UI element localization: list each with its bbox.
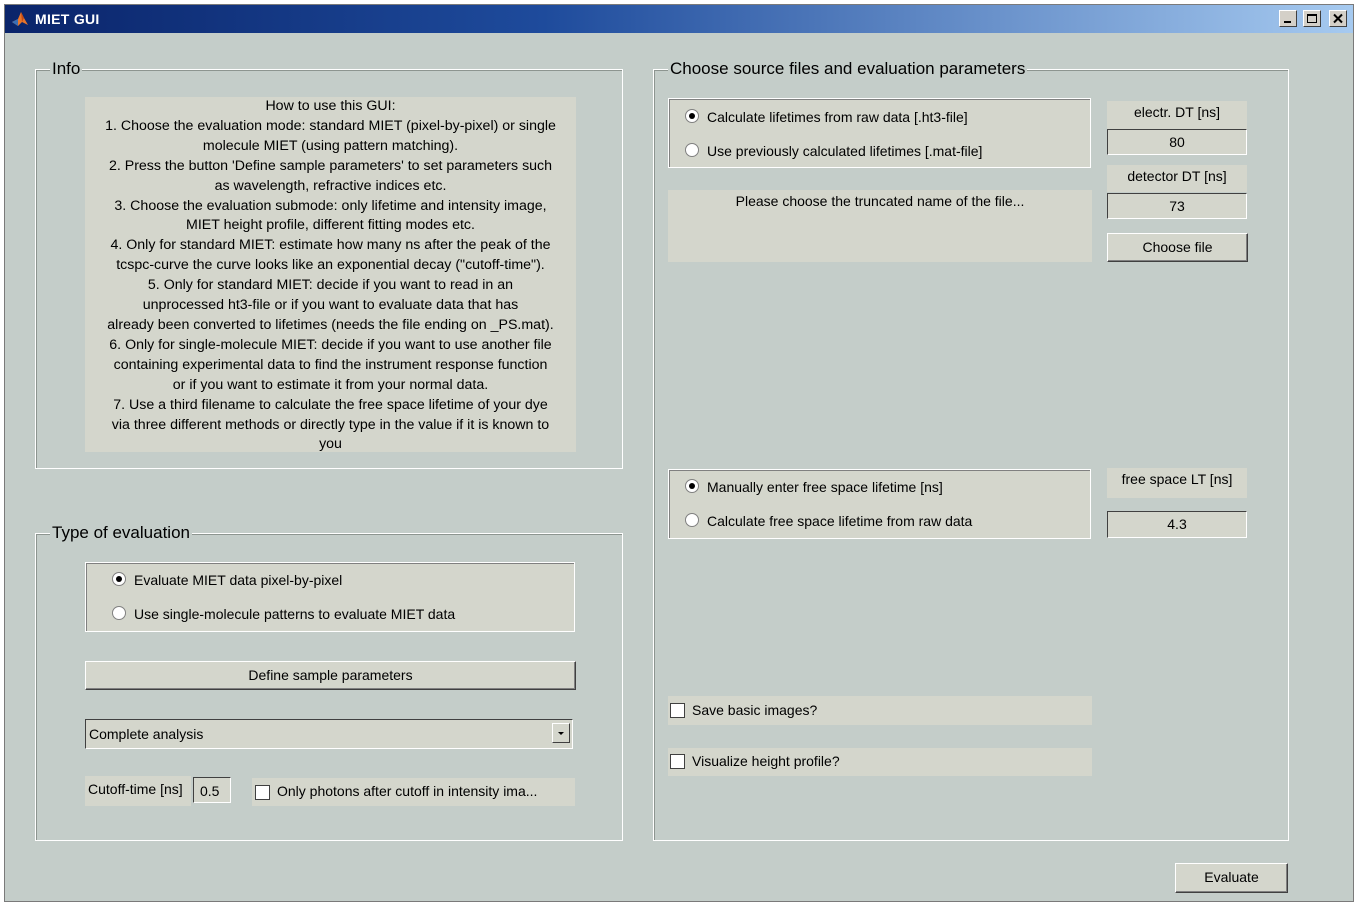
- file-prompt-box: [668, 190, 1092, 262]
- electr-dt-label: electr. DT [ns]: [1107, 101, 1247, 129]
- detector-dt-label: detector DT [ns]: [1107, 165, 1247, 192]
- save-images-checkbox[interactable]: [670, 703, 685, 718]
- radio-button[interactable]: [685, 109, 699, 123]
- mode-option-label: Use single-molecule patterns to evaluate MIET data: [134, 606, 456, 622]
- info-line: 2. Press the button 'Define sample parameters' to set parameters such: [108, 157, 553, 174]
- chevron-down-icon: [553, 724, 569, 742]
- info-line: via three different methods or directly type in the value if it is known to: [111, 416, 550, 433]
- info-line: How to use this GUI:: [265, 98, 396, 114]
- info-line: 3. Choose the evaluation submode: only lifetime and intensity image,: [114, 197, 547, 214]
- only-photons-checkbox[interactable]: [255, 785, 270, 800]
- only-photons-checkbox-row[interactable]: [252, 778, 575, 806]
- evaluate-button[interactable]: Evaluate: [1175, 863, 1288, 893]
- info-line: 5. Only for standard MIET: decide if you want to read in an: [147, 277, 514, 294]
- cutoff-time-label: [85, 776, 191, 806]
- info-line: 6. Only for single-molecule MIET: decide if you want to use another file: [109, 336, 552, 353]
- info-line: you: [319, 436, 342, 452]
- radio-button[interactable]: [112, 572, 126, 586]
- info-line: 7. Use a third filename to calculate the free space lifetime of your dye: [113, 396, 548, 413]
- radio-button[interactable]: [685, 143, 699, 157]
- source-option-label: Calculate lifetimes from raw data [.ht3-file]: [707, 109, 968, 125]
- title-bar[interactable]: [5, 5, 1353, 33]
- save-images-label: Save basic images?: [692, 702, 818, 718]
- close-icon: [1332, 13, 1344, 24]
- minimize-button[interactable]: [1279, 10, 1297, 27]
- info-line: molecule MIET (using pattern matching).: [202, 137, 459, 154]
- miet-gui-window: [4, 4, 1354, 902]
- info-line: tcspc-curve the curve looks like an exponential decay ("cutoff-time").: [116, 257, 545, 274]
- evaluation-panel-title: Type of evaluation: [52, 523, 190, 542]
- submode-select-value: Complete analysis: [89, 726, 204, 742]
- info-line: or if you want to estimate it from your normal data.: [172, 376, 489, 393]
- info-line: 1. Choose the evaluation mode: standard MIET (pixel-by-pixel) or single: [105, 117, 556, 134]
- close-button[interactable]: [1329, 10, 1347, 27]
- free-space-lt-label: free space LT [ns]: [1107, 468, 1247, 498]
- matlab-logo-icon: [11, 10, 29, 28]
- cutoff-time-label-text: Cutoff-time [ns]: [88, 781, 183, 797]
- info-line: already been converted to lifetimes (needs the file ending on _PS.mat).: [107, 316, 554, 333]
- detector-dt-input[interactable]: 73: [1107, 193, 1247, 219]
- source-files-panel-title: Choose source files and evaluation parameters: [670, 59, 1026, 78]
- minimize-icon: [1282, 13, 1294, 24]
- source-option-label: Use previously calculated lifetimes [.mat-file]: [707, 143, 983, 159]
- maximize-button[interactable]: [1303, 10, 1321, 27]
- free-space-lifetime-group: [668, 469, 1091, 539]
- window-title: MIET GUI: [35, 11, 100, 27]
- info-text[interactable]: [85, 97, 576, 452]
- info-line: 4. Only for standard MIET: estimate how many ns after the peak of the: [110, 237, 551, 254]
- visualize-height-row[interactable]: [668, 748, 1092, 776]
- free-space-lt-input[interactable]: 4.3: [1107, 511, 1247, 538]
- only-photons-label: Only photons after cutoff in intensity ima...: [277, 783, 538, 799]
- radio-button[interactable]: [685, 479, 699, 493]
- maximize-icon: [1306, 13, 1318, 24]
- info-line: containing experimental data to find the instrument response function: [113, 356, 548, 373]
- info-line: as wavelength, refractive indices etc.: [214, 177, 447, 194]
- visualize-height-checkbox[interactable]: [670, 754, 685, 769]
- mode-option-label: Evaluate MIET data pixel-by-pixel: [134, 572, 343, 588]
- info-line: MIET height profile, different fitting modes etc.: [186, 217, 475, 234]
- lifetime-source-group: [668, 98, 1091, 168]
- radio-button[interactable]: [685, 513, 699, 527]
- save-images-row[interactable]: [668, 696, 1092, 725]
- cutoff-time-input[interactable]: 0.5: [193, 777, 231, 803]
- define-sample-parameters-button[interactable]: Define sample parameters: [85, 661, 576, 690]
- free-space-option-label: Calculate free space lifetime from raw data: [707, 513, 973, 529]
- submode-select[interactable]: [85, 719, 573, 749]
- visualize-height-label: Visualize height profile?: [692, 753, 840, 769]
- free-space-option-label: Manually enter free space lifetime [ns]: [707, 479, 943, 495]
- electr-dt-input[interactable]: 80: [1107, 129, 1247, 155]
- dropdown-arrow-button[interactable]: [552, 723, 570, 743]
- info-panel-title: Info: [52, 59, 81, 78]
- evaluation-mode-group: [85, 562, 575, 632]
- info-line: unprocessed ht3-file or if you want to evaluate data that has: [142, 297, 519, 314]
- choose-file-button[interactable]: Choose file: [1107, 233, 1248, 262]
- file-prompt-text: Please choose the truncated name of the file...: [735, 193, 1025, 209]
- radio-button[interactable]: [112, 606, 126, 620]
